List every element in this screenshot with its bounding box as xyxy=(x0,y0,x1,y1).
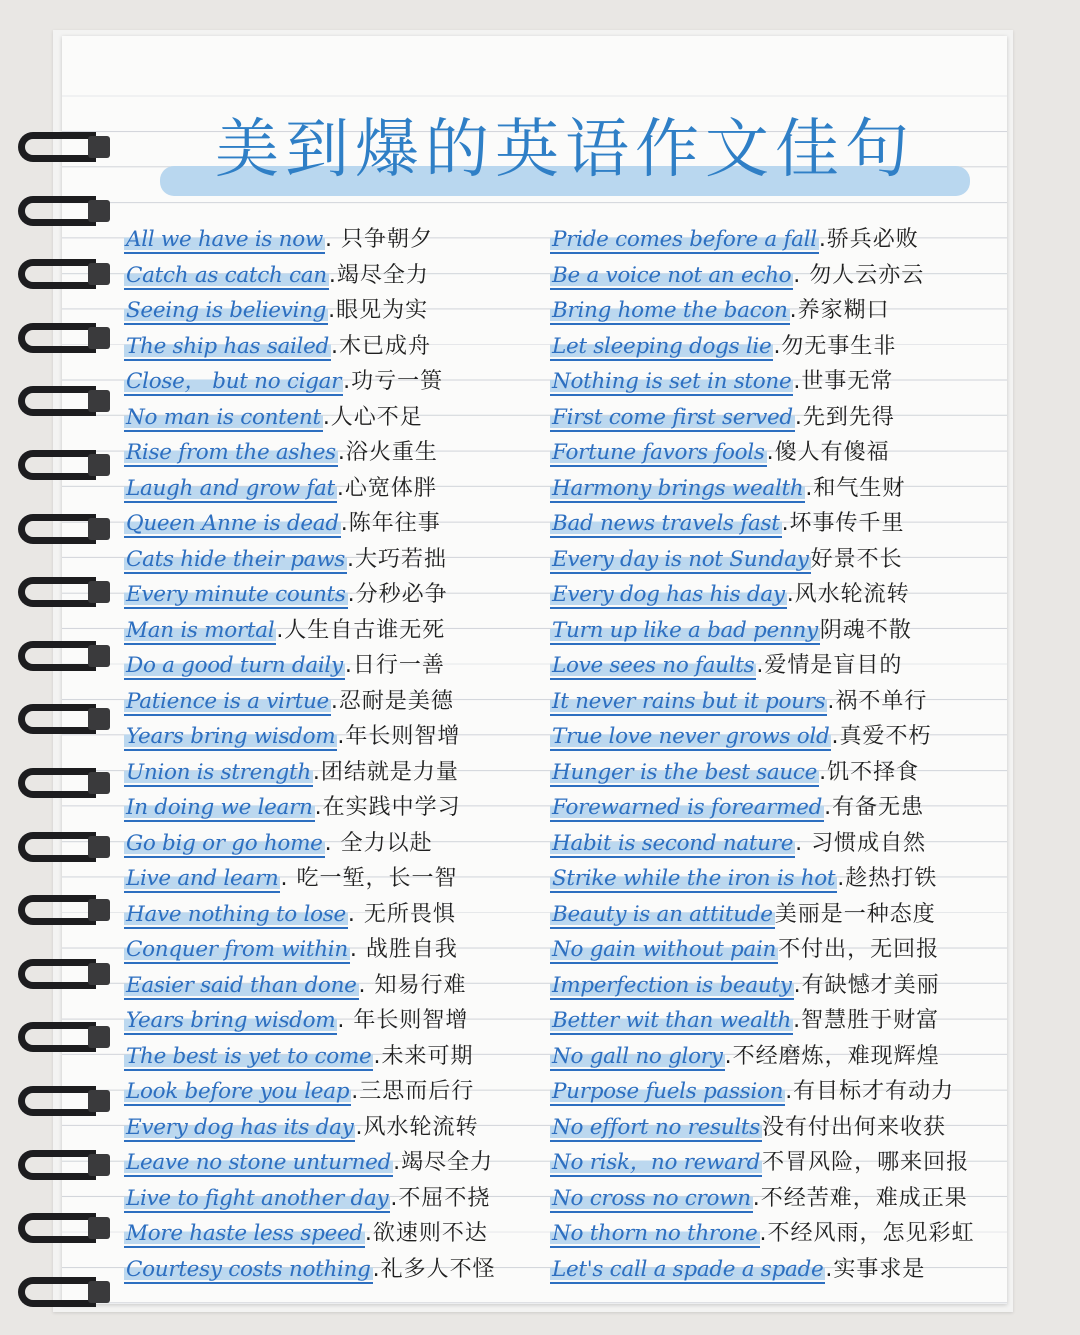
phrase-row xyxy=(124,861,554,897)
phrase-row xyxy=(124,1003,554,1039)
phrase-row xyxy=(124,1181,554,1217)
phrase-row xyxy=(550,1181,980,1217)
page-title: 美到爆的英语作文佳句 xyxy=(215,113,915,187)
spiral-ring xyxy=(18,573,114,613)
phrase-row xyxy=(550,932,980,968)
phrase-row xyxy=(550,684,980,720)
phrase-row xyxy=(550,1216,980,1252)
english-phrase: Bring home the bacon xyxy=(552,298,788,323)
english-phrase: Go big or go home xyxy=(126,830,323,856)
chinese-translation: .礼多人不怪 xyxy=(372,1256,496,1282)
chinese-translation: . 全力以赴 xyxy=(324,830,433,856)
english-phrase: Catch as catch can xyxy=(126,262,327,288)
chinese-translation: . 习惯成自然 xyxy=(795,830,927,856)
phrase-row xyxy=(550,364,980,400)
english-phrase: Every minute counts xyxy=(126,582,346,607)
phrase-row xyxy=(550,790,980,826)
phrase-row xyxy=(124,719,554,755)
english-phrase: Leave no stone unturned xyxy=(126,1150,392,1175)
spiral-ring xyxy=(18,382,114,422)
phrase-row xyxy=(550,222,980,258)
phrase-row xyxy=(550,613,980,649)
english-phrase: No risk，no reward xyxy=(552,1150,761,1175)
phrase-row xyxy=(550,755,980,791)
english-phrase: Every dog has his day xyxy=(552,582,785,607)
phrase-row xyxy=(124,1039,554,1075)
english-phrase: Years bring wisdom xyxy=(126,724,336,749)
chinese-translation: .功亏一篑 xyxy=(343,369,444,394)
phrase-row xyxy=(124,364,554,400)
chinese-translation: .风水轮流转 xyxy=(786,582,910,607)
phrase-row xyxy=(124,258,554,294)
english-phrase: Have nothing to lose xyxy=(126,901,346,927)
phrase-row xyxy=(550,897,980,933)
phrase-row xyxy=(550,506,980,542)
phrase-row xyxy=(124,471,554,507)
phrase-row xyxy=(124,1252,554,1288)
spiral-ring xyxy=(18,1018,114,1058)
chinese-translation: .未来可期 xyxy=(373,1043,474,1069)
chinese-translation: 不付出，无回报 xyxy=(778,937,940,962)
spiral-ring xyxy=(18,1082,114,1122)
english-phrase: Patience is a virtue xyxy=(126,688,329,714)
english-phrase: Beauty is an attitude xyxy=(552,901,773,927)
phrase-row xyxy=(550,435,980,471)
chinese-translation: .人心不足 xyxy=(322,404,423,430)
english-phrase: In doing we learn xyxy=(126,795,313,820)
phrase-row xyxy=(124,897,554,933)
english-phrase: Habit is second nature xyxy=(552,830,794,856)
english-phrase: Turn up like a bad penny xyxy=(552,617,818,643)
phrase-row xyxy=(550,329,980,365)
title-area xyxy=(150,108,980,198)
english-phrase: Live to fight another day xyxy=(126,1185,389,1211)
phrase-row xyxy=(124,329,554,365)
english-phrase: Laugh and grow fat xyxy=(126,475,335,501)
chinese-translation: .日行一善 xyxy=(344,653,445,678)
chinese-translation: .有目标才有动力 xyxy=(785,1079,955,1104)
spiral-ring xyxy=(18,637,114,677)
phrase-row xyxy=(124,542,554,578)
phrase-row xyxy=(550,577,980,613)
chinese-translation: .骄兵必败 xyxy=(818,227,919,252)
english-phrase: Cats hide their paws xyxy=(126,546,346,572)
chinese-translation: .在实践中学习 xyxy=(314,795,461,820)
chinese-translation: .竭尽全力 xyxy=(328,262,429,288)
spiral-ring xyxy=(18,828,114,868)
phrase-row xyxy=(550,1074,980,1110)
spiral-ring xyxy=(18,510,114,550)
english-phrase: Every dog has its day xyxy=(126,1114,354,1140)
phrase-row xyxy=(124,932,554,968)
right-phrase-column xyxy=(550,222,980,1287)
spiral-ring xyxy=(18,255,114,295)
chinese-translation: .大巧若拙 xyxy=(347,546,448,572)
english-phrase: No cross no crown xyxy=(552,1185,751,1211)
phrase-row xyxy=(550,968,980,1004)
chinese-translation: 美丽是一种态度 xyxy=(774,901,936,927)
phrase-row xyxy=(550,1110,980,1146)
english-phrase: No man is content xyxy=(126,404,321,430)
english-phrase: Let sleeping dogs lie xyxy=(552,333,772,359)
english-phrase: Be a voice not an echo xyxy=(552,262,792,288)
english-phrase: Do a good turn daily xyxy=(126,653,343,678)
phrase-row xyxy=(550,1145,980,1181)
phrase-row xyxy=(124,1216,554,1252)
chinese-translation: .风水轮流转 xyxy=(355,1114,479,1140)
english-phrase: The ship has sailed xyxy=(126,333,330,359)
english-phrase: Queen Anne is dead xyxy=(126,511,339,536)
english-phrase: No gain without pain xyxy=(552,937,777,962)
phrase-row xyxy=(124,755,554,791)
chinese-translation: 阴魂不散 xyxy=(819,617,912,643)
chinese-translation: .祸不单行 xyxy=(827,688,928,714)
chinese-translation: .人生自古谁无死 xyxy=(276,617,446,643)
phrase-row xyxy=(124,1074,554,1110)
chinese-translation: .实事求是 xyxy=(825,1256,926,1282)
chinese-translation: .有缺憾才美丽 xyxy=(793,972,940,998)
chinese-translation: .年长则智增 xyxy=(337,724,461,749)
chinese-translation: .不经苦难，难成正果 xyxy=(752,1185,968,1211)
chinese-translation: 没有付出何来收获 xyxy=(761,1114,946,1140)
chinese-translation: .傻人有傻福 xyxy=(766,440,890,465)
chinese-translation: .分秒必争 xyxy=(347,582,448,607)
english-phrase: Pride comes before a fall xyxy=(552,227,817,252)
spiral-ring xyxy=(18,955,114,995)
chinese-translation: .不屈不挠 xyxy=(390,1185,491,1211)
chinese-translation: .智慧胜于财富 xyxy=(793,1008,940,1033)
spiral-ring xyxy=(18,1273,114,1313)
english-phrase: First come first served xyxy=(552,404,793,430)
chinese-translation: .世事无常 xyxy=(793,369,894,394)
english-phrase: More haste less speed xyxy=(126,1221,363,1246)
chinese-translation: . 战胜自我 xyxy=(349,937,458,962)
chinese-translation: . 勿人云亦云 xyxy=(793,262,925,288)
english-phrase: No thorn no throne xyxy=(552,1221,758,1246)
chinese-translation: . 无所畏惧 xyxy=(347,901,456,927)
chinese-translation: .浴火重生 xyxy=(337,440,438,465)
spiral-ring xyxy=(18,764,114,804)
spiral-ring xyxy=(18,1209,114,1249)
chinese-translation: .不经磨炼，难现辉煌 xyxy=(724,1043,940,1069)
english-phrase: Harmony brings wealth xyxy=(552,475,804,501)
english-phrase: Every day is not Sunday xyxy=(552,546,809,572)
chinese-translation: .心宽体胖 xyxy=(336,475,437,501)
phrase-row xyxy=(124,826,554,862)
phrase-row xyxy=(124,506,554,542)
english-phrase: Forewarned is forearmed xyxy=(552,795,823,820)
chinese-translation: .趁热打铁 xyxy=(837,866,938,891)
left-phrase-column xyxy=(124,222,554,1287)
english-phrase: Let's call a spade a spade xyxy=(552,1256,824,1282)
phrase-row xyxy=(124,684,554,720)
english-phrase: No effort no results xyxy=(552,1114,760,1140)
english-phrase: Easier said than done xyxy=(126,972,357,998)
english-phrase: It never rains but it pours xyxy=(552,688,826,714)
chinese-translation: 不冒风险，哪来回报 xyxy=(762,1150,970,1175)
chinese-translation: . 吃一堑，长一智 xyxy=(280,866,458,891)
english-phrase: Better wit than wealth xyxy=(552,1008,792,1033)
chinese-translation: .和气生财 xyxy=(805,475,906,501)
phrase-row xyxy=(550,826,980,862)
chinese-translation: .坏事传千里 xyxy=(781,511,905,536)
chinese-translation: . 年长则智增 xyxy=(337,1008,469,1033)
chinese-translation: .先到先得 xyxy=(794,404,895,430)
spiral-ring xyxy=(18,891,114,931)
chinese-translation: .勿无事生非 xyxy=(773,333,897,359)
phrase-row xyxy=(124,1110,554,1146)
spiral-ring xyxy=(18,1146,114,1186)
chinese-translation: .不经风雨，怎见彩虹 xyxy=(759,1221,975,1246)
chinese-translation: .三思而后行 xyxy=(351,1079,475,1104)
phrase-row xyxy=(124,968,554,1004)
chinese-translation: .有备无患 xyxy=(824,795,925,820)
english-phrase: Love sees no faults xyxy=(552,653,755,678)
chinese-translation: .真爱不朽 xyxy=(831,724,932,749)
phrase-row xyxy=(124,222,554,258)
spiral-ring xyxy=(18,192,114,232)
english-phrase: True love never grows old xyxy=(552,724,830,749)
spiral-binding xyxy=(0,0,140,1335)
phrase-row xyxy=(124,435,554,471)
spiral-ring xyxy=(18,128,114,168)
english-phrase: Seeing is believing xyxy=(126,298,327,323)
chinese-translation: .欲速则不达 xyxy=(364,1221,488,1246)
english-phrase: Years bring wisdom xyxy=(126,1008,336,1033)
phrase-row xyxy=(550,1003,980,1039)
english-phrase: Strike while the iron is hot xyxy=(552,866,836,891)
spiral-ring xyxy=(18,446,114,486)
phrase-row xyxy=(550,719,980,755)
phrase-row xyxy=(550,542,980,578)
phrase-row xyxy=(124,613,554,649)
english-phrase: Look before you leap xyxy=(126,1079,350,1104)
english-phrase: Fortune favors fools xyxy=(552,440,765,465)
english-phrase: Live and learn xyxy=(126,866,279,891)
phrase-row xyxy=(124,400,554,436)
phrase-row xyxy=(124,648,554,684)
phrase-row xyxy=(550,471,980,507)
phrase-row xyxy=(124,1145,554,1181)
english-phrase: Conquer from within xyxy=(126,937,348,962)
chinese-translation: .团结就是力量 xyxy=(312,759,459,785)
phrase-row xyxy=(550,648,980,684)
phrase-row xyxy=(550,861,980,897)
phrase-row xyxy=(550,1252,980,1288)
english-phrase: All we have is now xyxy=(126,227,323,252)
chinese-translation: .养家糊口 xyxy=(789,298,890,323)
chinese-translation: .眼见为实 xyxy=(328,298,429,323)
chinese-translation: . 知易行难 xyxy=(358,972,467,998)
english-phrase: Rise from the ashes xyxy=(126,440,336,465)
english-phrase: No gall no glory xyxy=(552,1043,723,1069)
english-phrase: Purpose fuels passion xyxy=(552,1079,784,1104)
chinese-translation: .爱情是盲目的 xyxy=(756,653,903,678)
phrase-row xyxy=(124,293,554,329)
english-phrase: Imperfection is beauty xyxy=(552,972,792,998)
english-phrase: Union is strength xyxy=(126,759,311,785)
chinese-translation: 好景不长 xyxy=(810,546,903,572)
english-phrase: Nothing is set in stone xyxy=(552,369,792,394)
chinese-translation: . 只争朝夕 xyxy=(324,227,433,252)
english-phrase: Bad news travels fast xyxy=(552,511,780,536)
english-phrase: Courtesy costs nothing xyxy=(126,1256,371,1282)
chinese-translation: .陈年往事 xyxy=(340,511,441,536)
phrase-row xyxy=(124,577,554,613)
chinese-translation: .竭尽全力 xyxy=(393,1150,494,1175)
spiral-ring xyxy=(18,319,114,359)
english-phrase: Hunger is the best sauce xyxy=(552,759,818,785)
english-phrase: Close， but no cigar xyxy=(126,369,342,394)
chinese-translation: .饥不择食 xyxy=(819,759,920,785)
spiral-ring xyxy=(18,700,114,740)
phrase-row xyxy=(124,790,554,826)
english-phrase: Man is mortal xyxy=(126,617,275,643)
phrase-row xyxy=(550,400,980,436)
english-phrase: The best is yet to come xyxy=(126,1043,372,1069)
chinese-translation: .木已成舟 xyxy=(331,333,432,359)
chinese-translation: .忍耐是美德 xyxy=(330,688,454,714)
phrase-row xyxy=(550,258,980,294)
phrase-row xyxy=(550,293,980,329)
phrase-row xyxy=(550,1039,980,1075)
